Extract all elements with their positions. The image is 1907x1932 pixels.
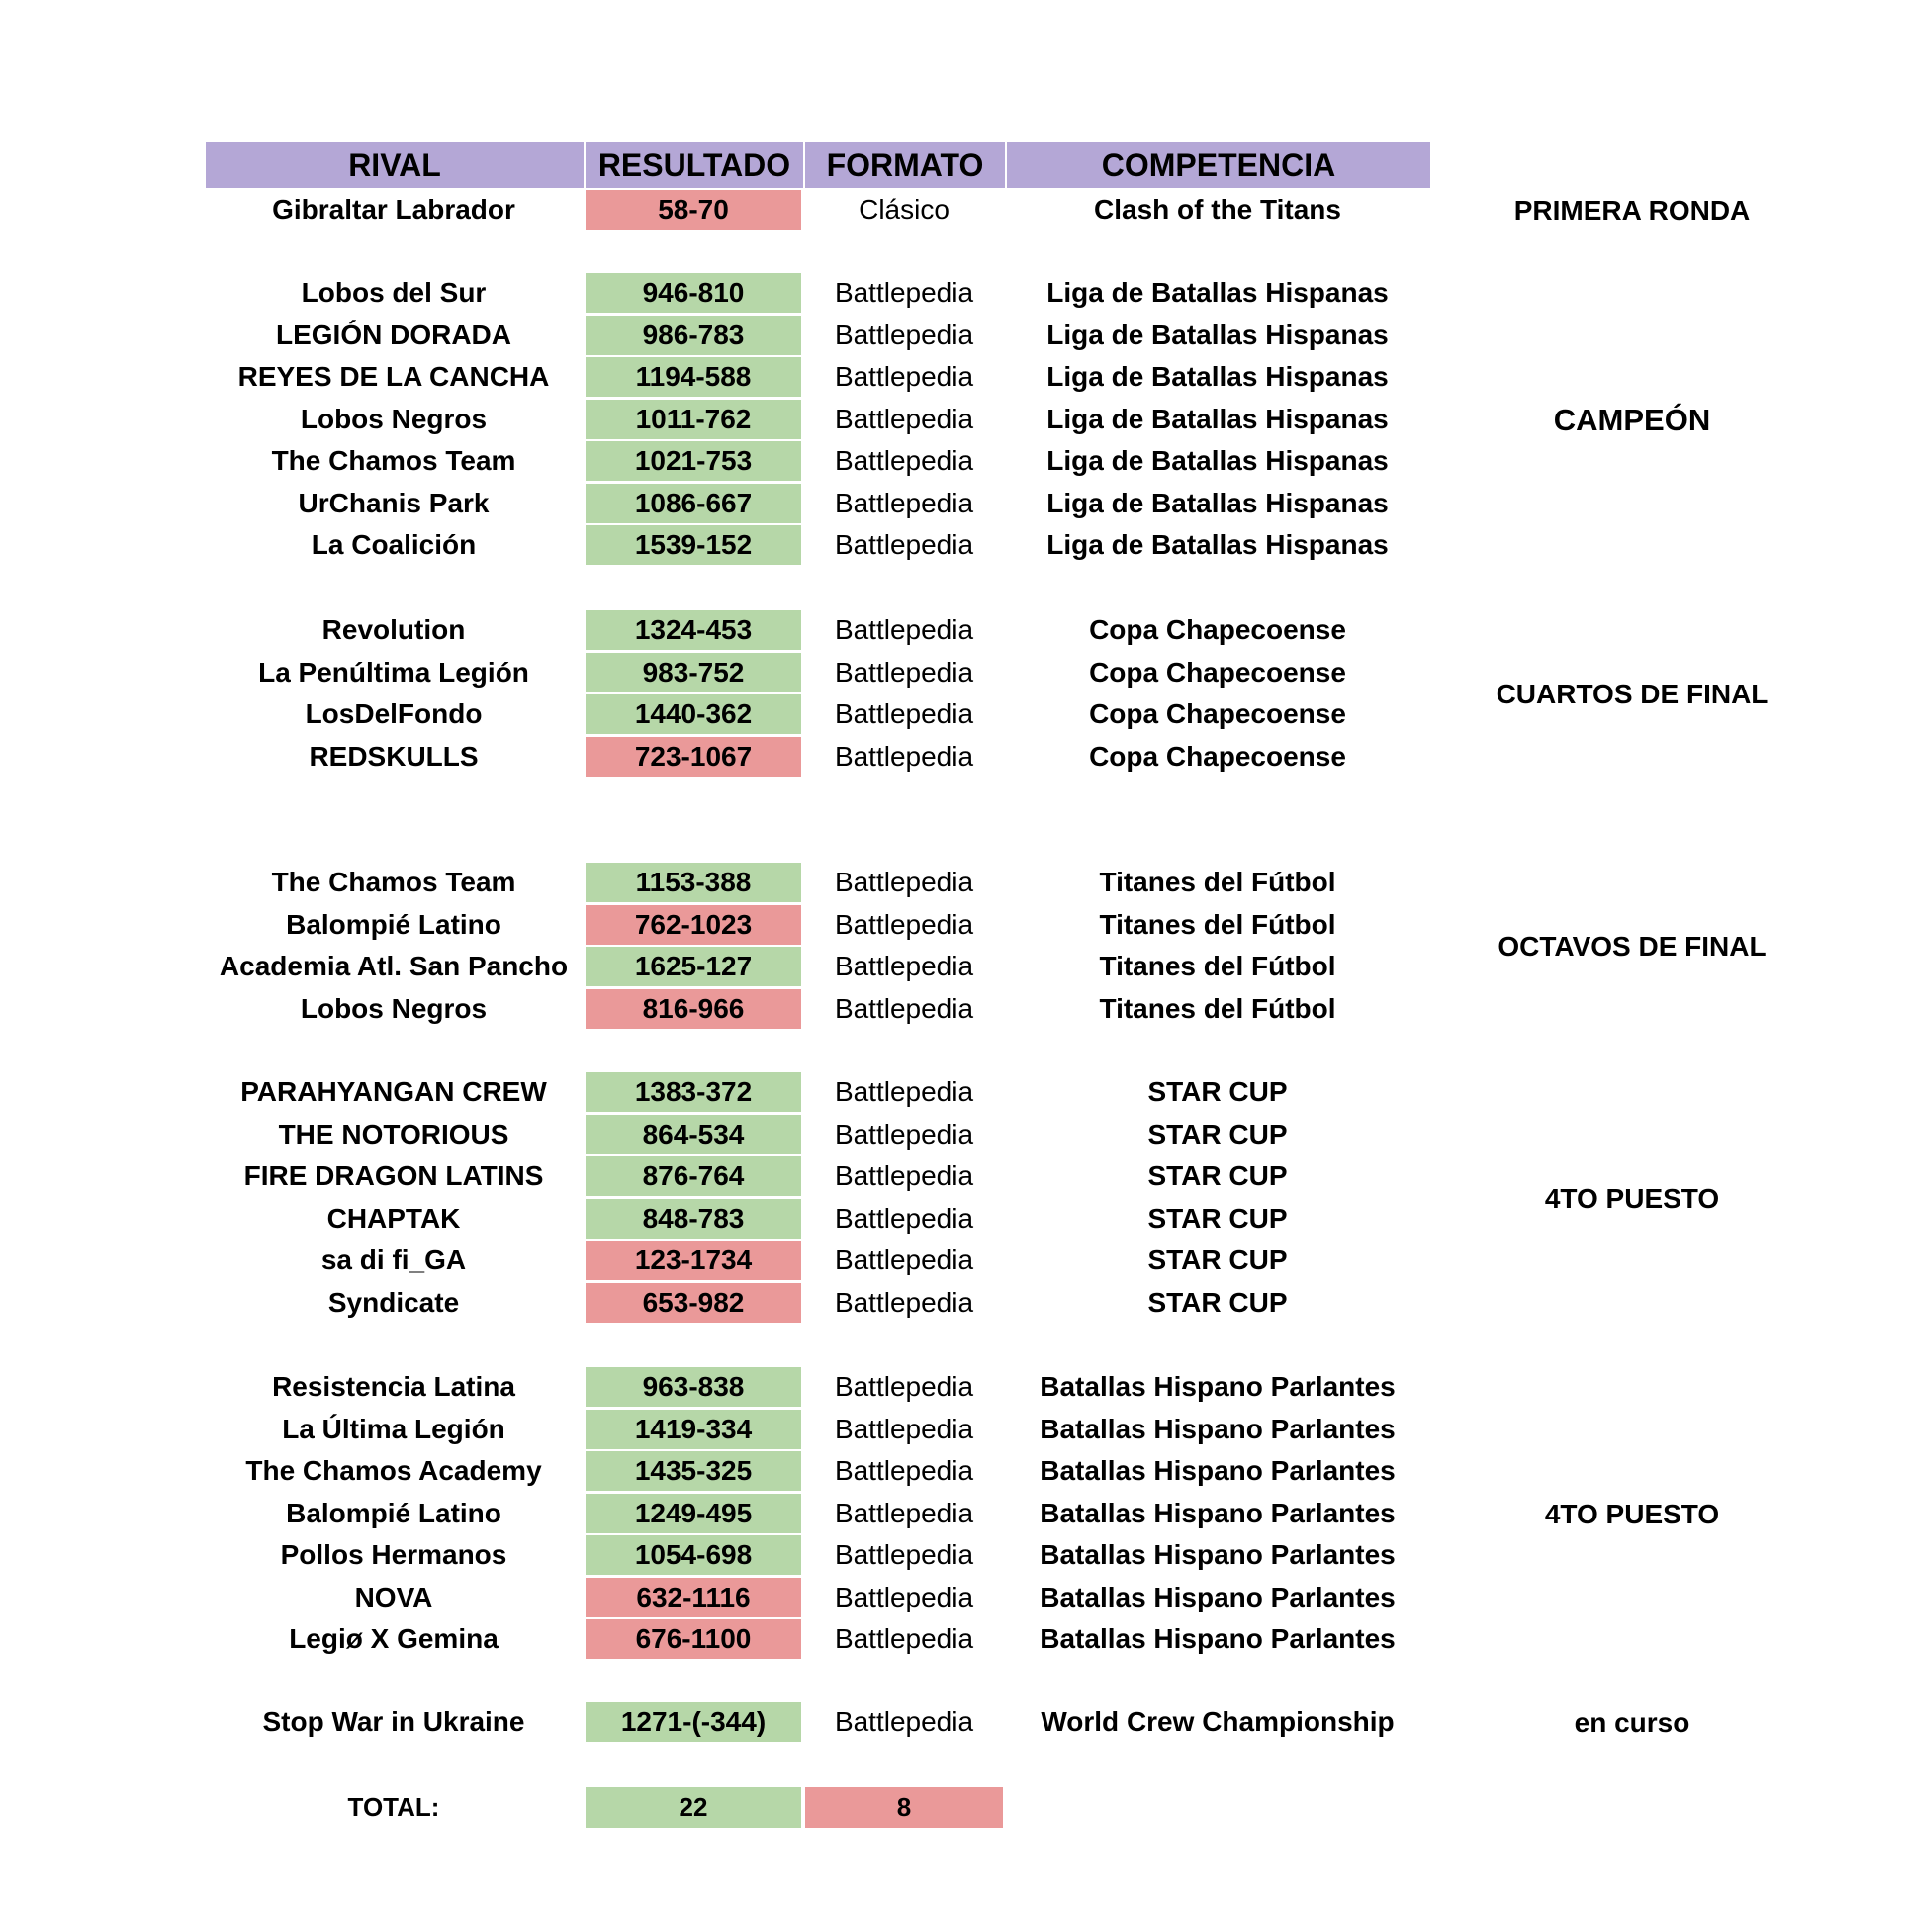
rival-cell: LosDelFondo bbox=[305, 698, 483, 729]
format-cell: Clásico bbox=[859, 194, 950, 225]
result-cell: 123-1734 bbox=[586, 1241, 801, 1280]
format-cell: Battlepedia bbox=[834, 1244, 974, 1275]
rival-cell: NOVA bbox=[354, 1582, 433, 1612]
format-cell: Battlepedia bbox=[834, 1706, 974, 1737]
format-cell: Battlepedia bbox=[834, 951, 974, 981]
stage-label: OCTAVOS DE FINAL bbox=[1498, 931, 1767, 962]
format-cell: Battlepedia bbox=[834, 741, 974, 772]
format-cell: Battlepedia bbox=[834, 1160, 974, 1191]
rival-cell: Revolution bbox=[321, 614, 466, 645]
stage-label: 4TO PUESTO bbox=[1544, 1499, 1720, 1529]
result-cell: 58-70 bbox=[586, 190, 801, 230]
competition-cell: STAR CUP bbox=[1147, 1119, 1288, 1150]
result-cell: 946-810 bbox=[586, 273, 801, 313]
format-cell: Battlepedia bbox=[834, 445, 974, 476]
competition-cell: Batallas Hispano Parlantes bbox=[1040, 1455, 1396, 1486]
rival-cell: Lobos Negros bbox=[300, 404, 488, 434]
format-cell: Battlepedia bbox=[834, 993, 974, 1024]
header-rival: RIVAL bbox=[206, 142, 584, 188]
format-cell: Battlepedia bbox=[834, 698, 974, 729]
rival-cell: REDSKULLS bbox=[309, 741, 479, 772]
rival-cell: Academia Atl. San Pancho bbox=[219, 951, 569, 981]
header-formato: FORMATO bbox=[805, 142, 1005, 188]
competition-cell: Titanes del Fútbol bbox=[1099, 909, 1336, 940]
rival-cell: Legiø X Gemina bbox=[289, 1623, 499, 1654]
competition-cell: Batallas Hispano Parlantes bbox=[1040, 1582, 1396, 1612]
competition-cell: Batallas Hispano Parlantes bbox=[1040, 1498, 1396, 1528]
header-competencia: COMPETENCIA bbox=[1007, 142, 1430, 188]
rival-cell: FIRE DRAGON LATINS bbox=[243, 1160, 544, 1191]
stage-label: en curso bbox=[1574, 1707, 1690, 1738]
result-cell: 1021-753 bbox=[586, 441, 801, 481]
competition-cell: Liga de Batallas Hispanas bbox=[1046, 404, 1389, 434]
rival-cell: La Última Legión bbox=[282, 1414, 505, 1444]
result-cell: 983-752 bbox=[586, 653, 801, 692]
result-cell: 864-534 bbox=[586, 1115, 801, 1154]
competition-cell: Liga de Batallas Hispanas bbox=[1046, 361, 1389, 392]
competition-cell: STAR CUP bbox=[1147, 1160, 1288, 1191]
result-cell: 1086-667 bbox=[586, 484, 801, 523]
result-cell: 632-1116 bbox=[586, 1578, 801, 1617]
rival-cell: Lobos del Sur bbox=[301, 277, 487, 308]
competition-cell: Batallas Hispano Parlantes bbox=[1040, 1623, 1396, 1654]
competition-cell: Copa Chapecoense bbox=[1089, 657, 1346, 688]
total-losses: 8 bbox=[805, 1787, 1003, 1828]
format-cell: Battlepedia bbox=[834, 1203, 974, 1234]
competition-cell: World Crew Championship bbox=[1041, 1706, 1395, 1737]
rival-cell: Balompié Latino bbox=[286, 1498, 501, 1528]
result-cell: 1249-495 bbox=[586, 1494, 801, 1533]
competition-cell: Titanes del Fútbol bbox=[1099, 993, 1336, 1024]
result-cell: 1011-762 bbox=[586, 400, 801, 439]
stage-label: 4TO PUESTO bbox=[1544, 1183, 1720, 1214]
competition-cell: STAR CUP bbox=[1147, 1076, 1288, 1107]
result-cell: 1054-698 bbox=[586, 1535, 801, 1575]
format-cell: Battlepedia bbox=[834, 1498, 974, 1528]
rival-cell: sa di fi_GA bbox=[320, 1244, 467, 1275]
rival-cell: The Chamos Team bbox=[271, 867, 516, 897]
rival-cell: Balompié Latino bbox=[286, 909, 501, 940]
format-cell: Battlepedia bbox=[834, 1623, 974, 1654]
competition-cell: Clash of the Titans bbox=[1094, 194, 1341, 225]
format-cell: Battlepedia bbox=[834, 361, 974, 392]
format-cell: Battlepedia bbox=[834, 1371, 974, 1402]
format-cell: Battlepedia bbox=[834, 1119, 974, 1150]
result-cell: 1324-453 bbox=[586, 610, 801, 650]
competition-cell: STAR CUP bbox=[1147, 1244, 1288, 1275]
header-resultado: RESULTADO bbox=[586, 142, 803, 188]
format-cell: Battlepedia bbox=[834, 1076, 974, 1107]
stage-label: PRIMERA RONDA bbox=[1513, 195, 1751, 226]
rival-cell: The Chamos Team bbox=[271, 445, 516, 476]
rival-cell: PARAHYANGAN CREW bbox=[240, 1076, 547, 1107]
result-cell: 1419-334 bbox=[586, 1410, 801, 1449]
result-cell: 1194-588 bbox=[586, 357, 801, 397]
result-cell: 1383-372 bbox=[586, 1072, 801, 1112]
rival-cell: REYES DE LA CANCHA bbox=[237, 361, 550, 392]
total-label: TOTAL: bbox=[347, 1792, 440, 1822]
result-cell: 1440-362 bbox=[586, 694, 801, 734]
result-cell: 723-1067 bbox=[586, 737, 801, 777]
format-cell: Battlepedia bbox=[834, 1287, 974, 1318]
rival-cell: La Coalición bbox=[311, 529, 477, 560]
result-cell: 1153-388 bbox=[586, 863, 801, 902]
format-cell: Battlepedia bbox=[834, 320, 974, 350]
competition-cell: Titanes del Fútbol bbox=[1099, 951, 1336, 981]
rival-cell: The Chamos Academy bbox=[245, 1455, 542, 1486]
rival-cell: Lobos Negros bbox=[300, 993, 488, 1024]
format-cell: Battlepedia bbox=[834, 277, 974, 308]
competition-cell: STAR CUP bbox=[1147, 1203, 1288, 1234]
rival-cell: Gibraltar Labrador bbox=[272, 194, 515, 225]
format-cell: Battlepedia bbox=[834, 1455, 974, 1486]
format-cell: Battlepedia bbox=[834, 1539, 974, 1570]
competition-cell: Liga de Batallas Hispanas bbox=[1046, 320, 1389, 350]
competition-cell: Liga de Batallas Hispanas bbox=[1046, 488, 1389, 518]
total-wins: 22 bbox=[586, 1787, 801, 1828]
rival-cell: THE NOTORIOUS bbox=[278, 1119, 509, 1150]
competition-cell: Titanes del Fútbol bbox=[1099, 867, 1336, 897]
format-cell: Battlepedia bbox=[834, 1414, 974, 1444]
stage-label: CUARTOS DE FINAL bbox=[1496, 679, 1769, 709]
result-cell: 1271-(-344) bbox=[586, 1702, 801, 1742]
rival-cell: LEGIÓN DORADA bbox=[276, 320, 511, 350]
rival-cell: La Penúltima Legión bbox=[258, 657, 529, 688]
rival-cell: CHAPTAK bbox=[326, 1203, 461, 1234]
result-cell: 1625-127 bbox=[586, 947, 801, 986]
rival-cell: Stop War in Ukraine bbox=[262, 1706, 525, 1737]
format-cell: Battlepedia bbox=[834, 657, 974, 688]
rival-cell: Syndicate bbox=[327, 1287, 460, 1318]
result-cell: 653-982 bbox=[586, 1283, 801, 1323]
result-cell: 1539-152 bbox=[586, 525, 801, 565]
competition-cell: Liga de Batallas Hispanas bbox=[1046, 529, 1389, 560]
format-cell: Battlepedia bbox=[834, 614, 974, 645]
competition-cell: Liga de Batallas Hispanas bbox=[1046, 277, 1389, 308]
competition-cell: Batallas Hispano Parlantes bbox=[1040, 1539, 1396, 1570]
result-cell: 676-1100 bbox=[586, 1619, 801, 1659]
competition-cell: Copa Chapecoense bbox=[1089, 698, 1346, 729]
format-cell: Battlepedia bbox=[834, 488, 974, 518]
result-cell: 876-764 bbox=[586, 1156, 801, 1196]
format-cell: Battlepedia bbox=[834, 867, 974, 897]
result-cell: 1435-325 bbox=[586, 1451, 801, 1491]
competition-cell: Batallas Hispano Parlantes bbox=[1040, 1371, 1396, 1402]
competition-cell: Copa Chapecoense bbox=[1089, 741, 1346, 772]
competition-cell: Copa Chapecoense bbox=[1089, 614, 1346, 645]
stage-label: CAMPEÓN bbox=[1553, 403, 1711, 437]
result-cell: 762-1023 bbox=[586, 905, 801, 945]
result-cell: 816-966 bbox=[586, 989, 801, 1029]
competition-cell: STAR CUP bbox=[1147, 1287, 1288, 1318]
result-cell: 848-783 bbox=[586, 1199, 801, 1239]
rival-cell: Pollos Hermanos bbox=[280, 1539, 507, 1570]
format-cell: Battlepedia bbox=[834, 404, 974, 434]
competition-cell: Batallas Hispano Parlantes bbox=[1040, 1414, 1396, 1444]
format-cell: Battlepedia bbox=[834, 1582, 974, 1612]
competition-cell: Liga de Batallas Hispanas bbox=[1046, 445, 1389, 476]
rival-cell: Resistencia Latina bbox=[272, 1371, 515, 1402]
rival-cell: UrChanis Park bbox=[298, 488, 490, 518]
format-cell: Battlepedia bbox=[834, 529, 974, 560]
result-cell: 986-783 bbox=[586, 316, 801, 355]
format-cell: Battlepedia bbox=[834, 909, 974, 940]
result-cell: 963-838 bbox=[586, 1367, 801, 1407]
